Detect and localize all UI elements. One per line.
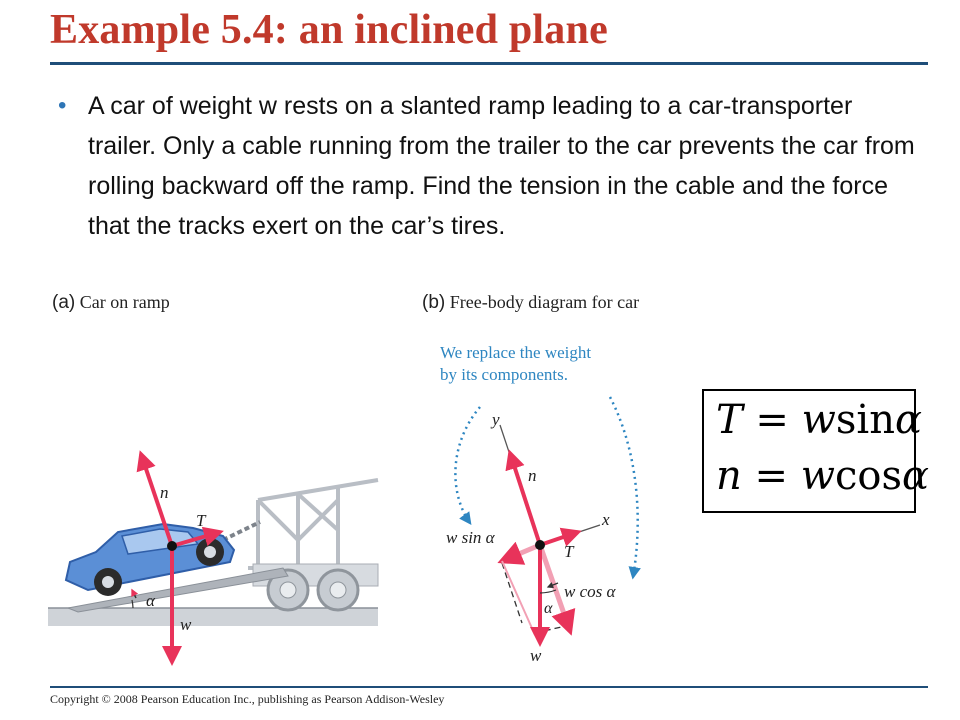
figure-b-caption-text: Free-body diagram for car (449, 292, 640, 312)
label-n: n (528, 466, 537, 485)
normal-force-formula: n = wcosα (716, 453, 929, 499)
label-T: T (564, 542, 574, 561)
slide-title: Example 5.4: an inclined plane (50, 7, 608, 53)
label-alpha: α (146, 591, 155, 610)
trailer-icon (248, 480, 378, 570)
w-sin-component-arrow (502, 545, 540, 561)
bullet-text: A car of weight w rests on a slanted ramp leading to a car-transporter trailer. Only a cable running from the trailer to the car prevents the car from rolling backward off the ramp. Find the tension in the cable and the force that the tracks exert on the car’s tires. (88, 92, 915, 240)
car-center-dot (167, 541, 177, 551)
label-w-cos-alpha: w cos α (564, 582, 616, 601)
bullet-point (58, 86, 918, 246)
result-formulas (702, 389, 929, 513)
label-w-sin-alpha: w sin α (446, 528, 495, 547)
figure-a-tag: (a) (52, 292, 76, 313)
components-note (440, 342, 660, 386)
copyright-text: Copyright © 2008 Pearson Education Inc., publishing as Pearson Addison-Wesley (50, 692, 445, 706)
footer-rule (50, 686, 928, 688)
label-w: w (530, 646, 542, 665)
label-n: n (160, 483, 169, 502)
components-note-line2: by its components. (440, 365, 568, 384)
label-alpha: α (544, 600, 553, 617)
car-on-ramp-illustration (48, 440, 388, 670)
ground (48, 608, 378, 626)
tension-formula: T = wsinα (716, 397, 922, 443)
figure-b-caption (422, 292, 639, 314)
origin-dot (535, 540, 545, 550)
label-w: w (180, 615, 192, 634)
guide-arrow-left (455, 407, 480, 523)
bullet-dot-icon: • (58, 92, 67, 119)
label-x: x (602, 510, 610, 529)
free-body-diagram (440, 385, 680, 670)
label-y: y (492, 410, 500, 429)
label-T: T (196, 511, 206, 530)
figure-b-tag: (b) (422, 292, 446, 313)
title-rule (50, 62, 928, 65)
components-note-line1: We replace the weight (440, 343, 592, 362)
guide-arrow-right (610, 397, 638, 577)
figure-a-caption (52, 292, 170, 314)
cable (223, 522, 260, 540)
figure-a-caption-text: Car on ramp (79, 292, 170, 312)
